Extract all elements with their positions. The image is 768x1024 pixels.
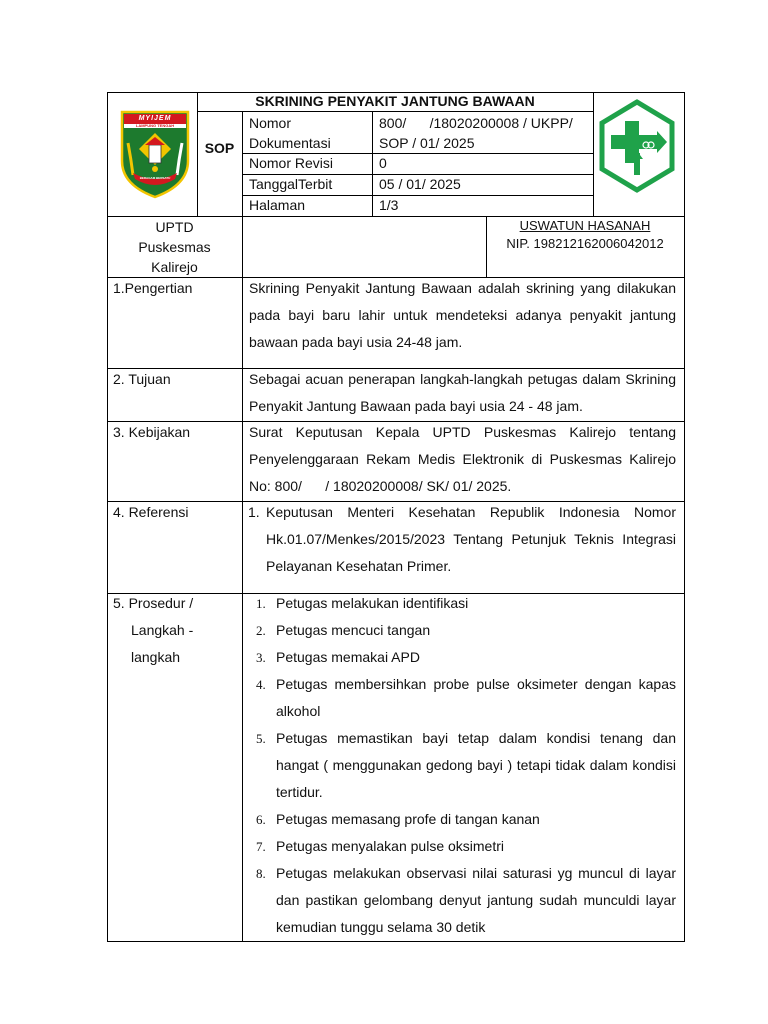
referensi-label: 4. Referensi [113, 504, 189, 520]
step-text: Petugas mencuci tangan [276, 622, 431, 638]
sop-label: SOP [204, 140, 235, 156]
step-text: Petugas memasang profe di tangan kanan [276, 811, 540, 827]
org-name [107, 217, 242, 277]
prosedur-label-line-2: Langkah - [131, 622, 194, 638]
nomor-dokumentasi-value: 800/ /18020200008 / UKPP/ SOP / 01/ 2025 [379, 115, 573, 151]
nomor-dokumentasi-label: Nomor Dokumentasi [249, 115, 331, 151]
referensi-item-text: Keputusan Menteri Kesehatan Republik Indonesia Nomor Hk.01.07/Menkes/2015/2023 Tentang Petunjuk Teknis Integrasi Pelayanan Kesehatan Primer. [266, 504, 676, 574]
prosedur-label [113, 590, 239, 671]
step-number: 4. [256, 677, 266, 692]
prosedur-steps [243, 590, 676, 941]
step-item [243, 644, 676, 671]
step-item [243, 671, 676, 725]
prosedur-label-line-1: 5. Prosedur / [113, 595, 194, 611]
kebijakan-text: Surat Keputusan Kepala UPTD Puskesmas Kalirejo tentang Penyelenggaraan Rekam Medis Elektronik di Puskesmas Kalirejo No: 800/ / 18020200008/ SK/ 01/ 2025. [249, 424, 680, 494]
step-text: Petugas membersihkan probe pulse oksimeter dengan kapas alkohol [276, 676, 676, 719]
org-line-1: UPTD [155, 219, 194, 235]
tujuan-label: 2. Tujuan [113, 371, 171, 387]
signer-name: USWATUN HASANAH [519, 218, 651, 233]
step-number: 5. [256, 731, 266, 746]
tanggal-terbit-label: TanggalTerbit [249, 176, 333, 192]
tanggal-terbit-value: 05 / 01/ 2025 [379, 176, 461, 192]
step-text: Petugas menyalakan pulse oksimetri [276, 838, 505, 854]
step-text: Petugas memastikan bayi tetap dalam kondisi tenang dan hangat ( menggunakan gedong bayi ) tetapi tidak dalam kondisi tertidur. [276, 730, 676, 800]
emblem-banner-text: MYIJEM [138, 115, 172, 122]
document-title: SKRINING PENYAKIT JANTUNG BAWAAN [255, 93, 535, 109]
signer-nip: NIP. 198212162006042012 [506, 236, 664, 251]
emblem-motto-text: BERAGAM BERSATU [139, 176, 171, 180]
step-item [243, 725, 676, 806]
step-item [243, 617, 676, 644]
step-text: Petugas melakukan observasi nilai saturasi yg muncul di layar dan pastikan gelombang denyut jantung sudah munculdi layar kemudian tunggu selama 30 detik [276, 865, 676, 935]
referensi-item [244, 499, 676, 580]
step-text: Petugas memakai APD [276, 649, 420, 665]
step-item [243, 860, 676, 941]
step-item [243, 806, 676, 833]
tujuan-text: Sebagai acuan penerapan langkah-langkah petugas dalam Skrining Penyakit Jantung Bawaan pada bayi usia 24 - 48 jam. [249, 371, 676, 414]
referensi-list [244, 499, 676, 580]
lampung-tengah-emblem [119, 109, 191, 199]
pengertian-label: 1.Pengertian [113, 280, 193, 296]
step-number: 2. [256, 623, 266, 638]
kebijakan-label: 3. Kebijakan [113, 424, 191, 440]
org-line-3: Kalirejo [151, 259, 198, 275]
step-text: Petugas melakukan identifikasi [276, 595, 469, 611]
step-number: 6. [256, 812, 266, 827]
referensi-item-number: 1. [248, 504, 260, 520]
step-item [243, 590, 676, 617]
step-number: 1. [256, 596, 266, 611]
org-line-2: Puskesmas [138, 239, 211, 255]
halaman-label: Halaman [249, 197, 306, 213]
step-item [243, 833, 676, 860]
halaman-value: 1/3 [379, 197, 399, 213]
emblem-ribbon-text: LAMPUNG TENGAH [135, 123, 175, 128]
puskesmas-logo [597, 99, 677, 193]
prosedur-label-line-3: langkah [131, 649, 181, 665]
nomor-revisi-label: Nomor Revisi [249, 155, 334, 171]
signature-area [243, 217, 486, 277]
step-number: 7. [256, 839, 266, 854]
pengertian-text: Skrining Penyakit Jantung Bawaan adalah skrining yang dilakukan pada bayi baru lahir untuk mendeteksi adanya penyakit jantung bawaan pada bayi usia 24-48 jam. [249, 280, 676, 350]
step-number: 8. [256, 866, 266, 881]
nomor-revisi-value: 0 [379, 155, 387, 171]
step-number: 3. [256, 650, 266, 665]
